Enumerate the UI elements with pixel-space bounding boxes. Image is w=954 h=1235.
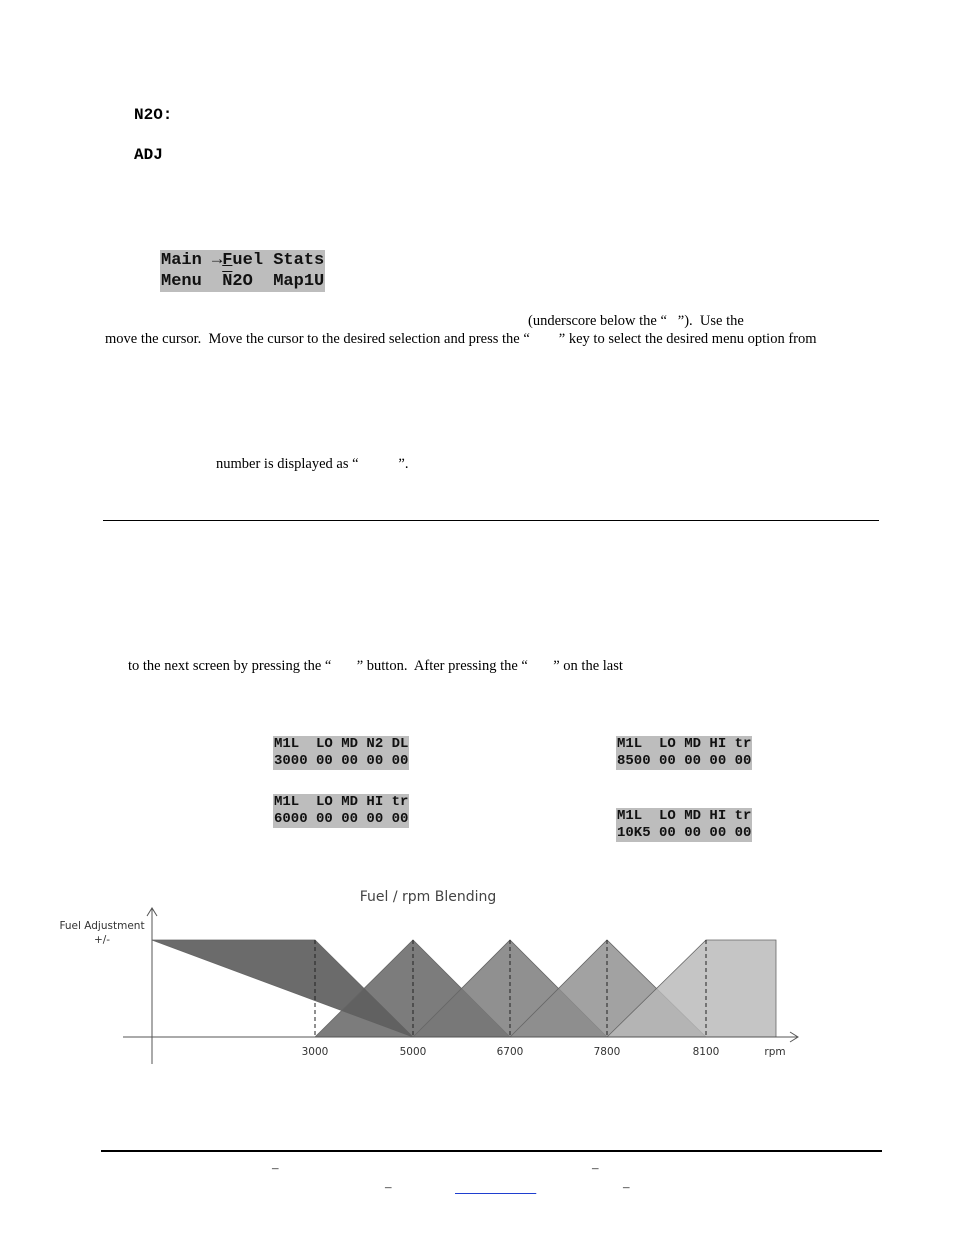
lcd-screen-8500 [616, 736, 752, 770]
lcd-line-2: 8500 00 00 00 00 [617, 753, 752, 769]
y-axis-label-line-1: Fuel Adjustment [59, 920, 145, 932]
paragraph-line-3: number is displayed as “ ”. [216, 456, 409, 472]
footer-link[interactable] [455, 1180, 612, 1196]
x-tick-label: 7800 [593, 1046, 621, 1058]
paragraph-line-1: (underscore below the “ ”). Use the [528, 313, 744, 329]
footer-dash-2: – [592, 1160, 599, 1175]
lcd-line-2: 6000 00 00 00 00 [274, 811, 409, 827]
lcd-line-1: M1L LO MD HI tr [617, 808, 752, 824]
x-tick-label: 3000 [301, 1046, 329, 1058]
lcd-text: Main [161, 251, 213, 270]
lcd-line-2: 3000 00 00 00 00 [274, 753, 409, 769]
footer-divider [101, 1150, 882, 1152]
lcd-line-1: M1L LO MD N2 DL [274, 736, 409, 752]
x-tick-labels [302, 1046, 720, 1058]
footer-dash-3: – [385, 1179, 392, 1194]
cursor-underscore: F [222, 251, 233, 270]
chart-series-group [152, 940, 776, 1037]
lcd-screen-10k5 [616, 808, 752, 842]
footer-dash-4: – [623, 1179, 630, 1194]
chart-title: Fuel / rpm Blending [359, 889, 497, 905]
lcd-line-2: 10K5 00 00 00 00 [617, 825, 752, 841]
lcd-line-1: M1L LO MD HI tr [617, 736, 752, 752]
lcd-screen-3000 [273, 736, 409, 770]
lcd-text: 2O Map1U [232, 272, 325, 291]
lcd-text: uel Stats [232, 251, 325, 270]
footer-dash-1: – [272, 1160, 279, 1175]
paragraph-line-2: move the cursor. Move the cursor to the desired selection and press the “ ” key to select the desired menu option from [105, 331, 817, 347]
main-menu-lcd [160, 250, 325, 292]
lcd-line-1: M1L LO MD HI tr [274, 794, 409, 810]
n2o-label: N2O: [134, 106, 173, 124]
overline-n: $\overline{N}$ [222, 272, 233, 291]
fuel-rpm-blending-chart [50, 880, 810, 1075]
x-axis-label: rpm [764, 1046, 786, 1058]
lcd-text: Menu [161, 272, 223, 291]
paragraph2-line-1: to the next screen by pressing the “ ” button. After pressing the “ ” on the last [128, 658, 623, 674]
adj-label: ADJ [134, 146, 163, 164]
x-tick-label: 5000 [399, 1046, 427, 1058]
lcd-line-1 [160, 250, 325, 271]
lcd-line-2 [160, 271, 325, 292]
lcd-screen-6000 [273, 794, 409, 828]
x-tick-label: 6700 [496, 1046, 524, 1058]
y-axis-label-line-2: +/- [93, 934, 111, 946]
cursor-arrow-icon: → [212, 251, 223, 270]
x-tick-label: 8100 [692, 1046, 720, 1058]
section-divider [103, 520, 879, 521]
